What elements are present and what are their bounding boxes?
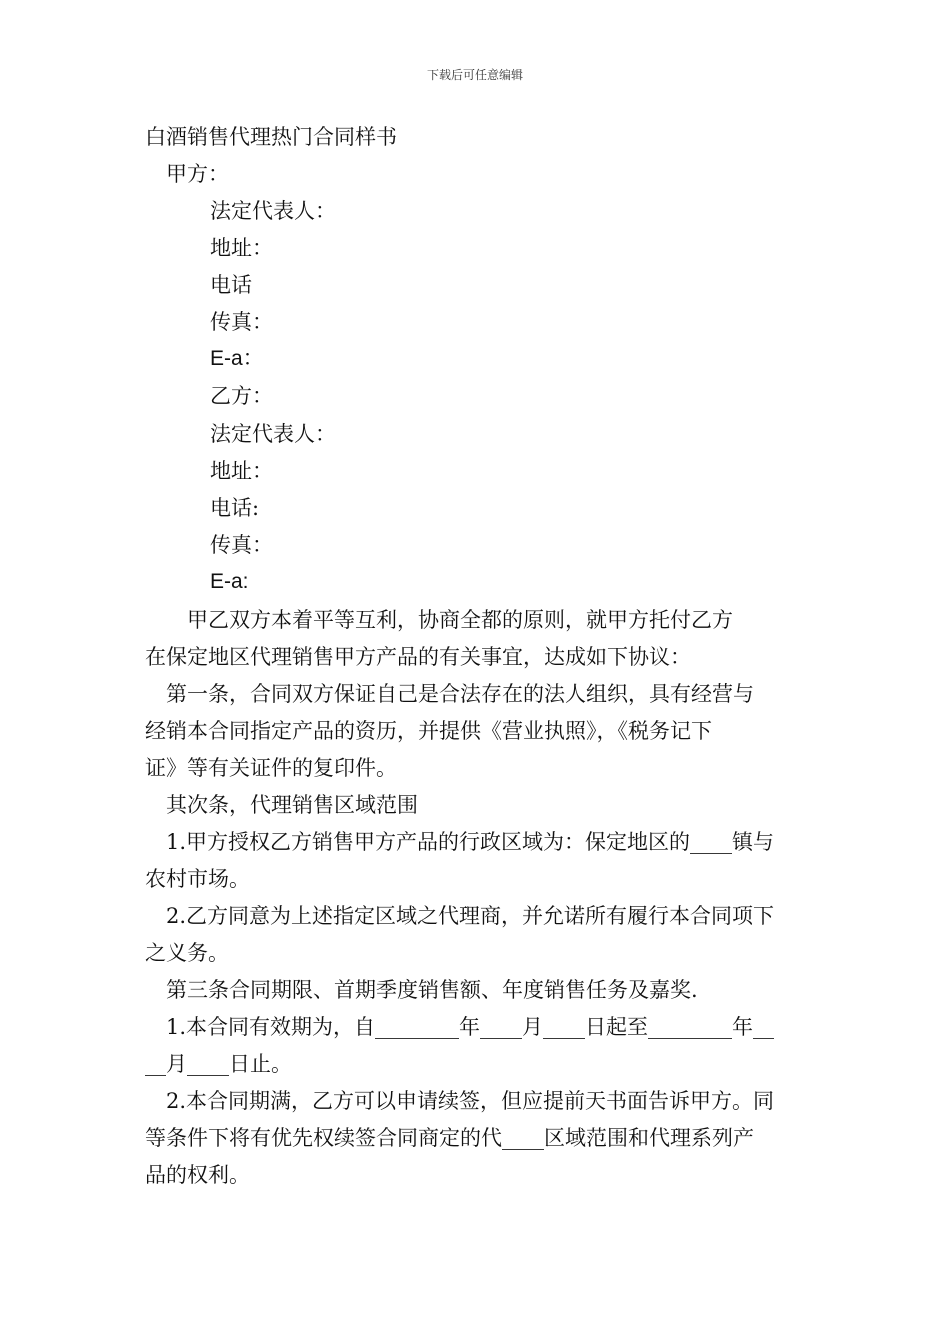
text-line: 第三条合同期限、首期季度销售额、年度销售任务及嘉奖.	[145, 978, 698, 1002]
party-a-phone: 电话	[210, 273, 252, 297]
party-a-email: E-a：	[210, 347, 264, 370]
document-title: 白酒销售代理热门合同样书	[145, 125, 397, 149]
party-b-address: 地址：	[210, 459, 273, 483]
text-line: 之义务。	[145, 941, 229, 965]
article-2-item-2	[145, 898, 810, 972]
text-line: 1.本合同有效期为，自________年____月____日起至________年__	[145, 1015, 775, 1039]
article-1-paragraph	[145, 676, 810, 787]
party-a-label: 甲方：	[166, 162, 229, 186]
text-line: 等条件下将有优先权续签合同商定的代____区域范围和代理系列产	[145, 1126, 754, 1150]
text-line: 经销本合同指定产品的资历，并提供《营业执照》，《税务记下	[145, 719, 712, 743]
party-a-legal-rep: 法定代表人：	[210, 199, 336, 223]
text-line: 甲乙双方本着平等互利，协商全都的原则，就甲方托付乙方	[145, 608, 733, 632]
party-b-fax: 传真：	[210, 533, 273, 557]
text-line: 在保定地区代理销售甲方产品的有关事宜，达成如下协议：	[145, 645, 691, 669]
article-2-heading	[145, 787, 810, 824]
party-b-email: E-a:	[210, 570, 249, 593]
preamble-paragraph	[145, 602, 810, 676]
text-line: 证》等有关证件的复印件。	[145, 756, 397, 780]
text-line: 品的权利。	[145, 1163, 250, 1187]
party-a-address: 地址：	[210, 236, 273, 260]
text-line: 其次条，代理销售区域范围	[145, 793, 418, 817]
text-line: 农村市场。	[145, 867, 250, 891]
text-line: 2.本合同期满，乙方可以申请续签，但应提前天书面告诉甲方。同	[145, 1089, 775, 1113]
article-3-item-1	[145, 1009, 810, 1083]
page-header-note: 下载后可任意编辑	[426, 68, 523, 82]
article-3-heading	[145, 972, 810, 1009]
text-line: 1.甲方授权乙方销售甲方产品的行政区域为：保定地区的____镇与	[145, 830, 775, 854]
article-2-item-1	[145, 824, 810, 898]
party-a-fax: 传真：	[210, 310, 273, 334]
text-line: 2.乙方同意为上述指定区域之代理商，并允诺所有履行本合同项下	[145, 904, 775, 928]
article-3-item-2	[145, 1083, 810, 1194]
party-b-phone: 电话:	[210, 496, 260, 520]
party-b-legal-rep: 法定代表人：	[210, 422, 336, 446]
text-line: 第一条，合同双方保证自己是合法存在的法人组织，具有经营与	[145, 682, 754, 706]
text-line: __月____日止。	[145, 1052, 292, 1076]
party-b-label: 乙方：	[210, 384, 273, 408]
